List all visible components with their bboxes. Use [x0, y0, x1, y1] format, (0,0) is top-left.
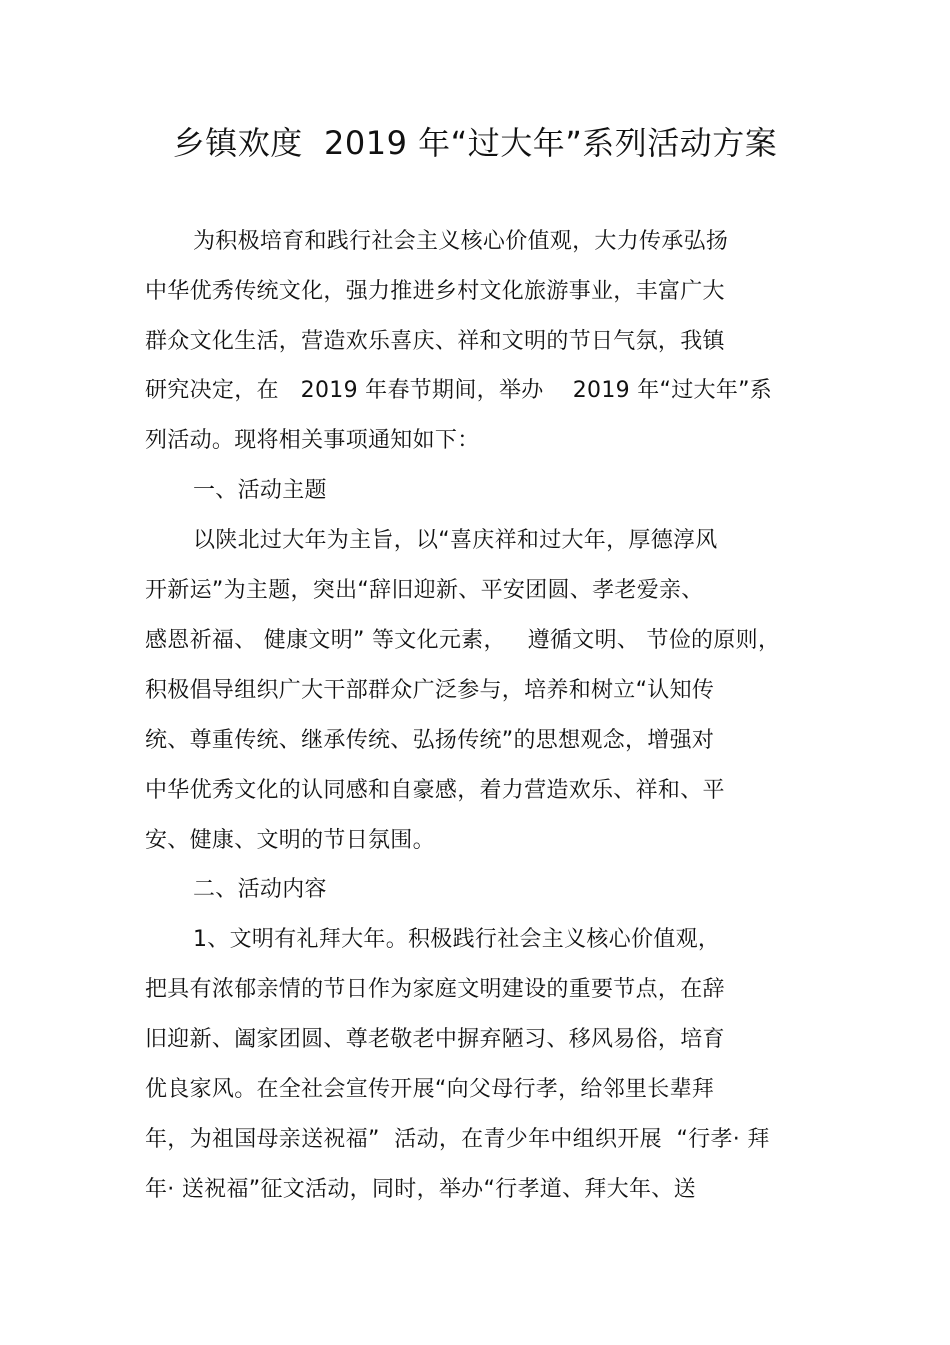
paragraph-line: 年· 送祝福”征文活动，同时，举办“行孝道、拜大年、送: [145, 1177, 696, 1202]
paragraph-line: 开新运”为主题，突出“辞旧迎新、平安团圆、孝老爱亲、: [145, 578, 704, 603]
paragraph-line: 以陕北过大年为主旨，以“喜庆祥和过大年，厚德淳风: [193, 528, 718, 553]
paragraph-line: 列活动。现将相关事项通知如下：: [145, 428, 480, 453]
paragraph-line: 旧迎新、阖家团圆、尊老敬老中摒弃陋习、移风易俗，培育: [145, 1027, 725, 1052]
paragraph-line: 群众文化生活，营造欢乐喜庆、祥和文明的节日气氛，我镇: [145, 329, 725, 354]
paragraph-line: 安、健康、文明的节日氛围。: [145, 828, 435, 853]
paragraph-line: 统、尊重传统、继承传统、弘扬传统”的思想观念，增强对: [145, 728, 715, 753]
paragraph-line: 优良家风。在全社会宣传开展“向父母行孝，给邻里长辈拜: [145, 1077, 715, 1102]
paragraph-line: 感恩祈福、 健康文明” 等文化元素， 遵循文明、 节俭的原则，: [145, 628, 781, 653]
paragraph-line: 1、文明有礼拜大年。积极践行社会主义核心价值观，: [193, 927, 721, 952]
paragraph-line: 为积极培育和践行社会主义核心价值观，大力传承弘扬: [193, 229, 729, 254]
paragraph-line: 把具有浓郁亲情的节日作为家庭文明建设的重要节点，在辞: [145, 977, 725, 1002]
paragraph-line: 积极倡导组织广大干部群众广泛参与，培养和树立“认知传: [145, 678, 715, 703]
section-heading: 一、活动主题: [193, 478, 327, 503]
paragraph-line: 中华优秀文化的认同感和自豪感，着力营造欢乐、祥和、平: [145, 778, 725, 803]
section-heading: 二、活动内容: [193, 877, 327, 902]
paragraph-line: 中华优秀传统文化，强力推进乡村文化旅游事业，丰富广大: [145, 279, 725, 304]
paragraph-line: 年，为祖国母亲送祝福” 活动，在青少年中组织开展 “行孝· 拜: [145, 1127, 770, 1152]
paragraph-line: 研究决定，在 2019 年春节期间，举办 2019 年“过大年”系: [145, 378, 773, 403]
document-title: 乡镇欢度 2019 年“过大年”系列活动方案: [172, 124, 778, 162]
